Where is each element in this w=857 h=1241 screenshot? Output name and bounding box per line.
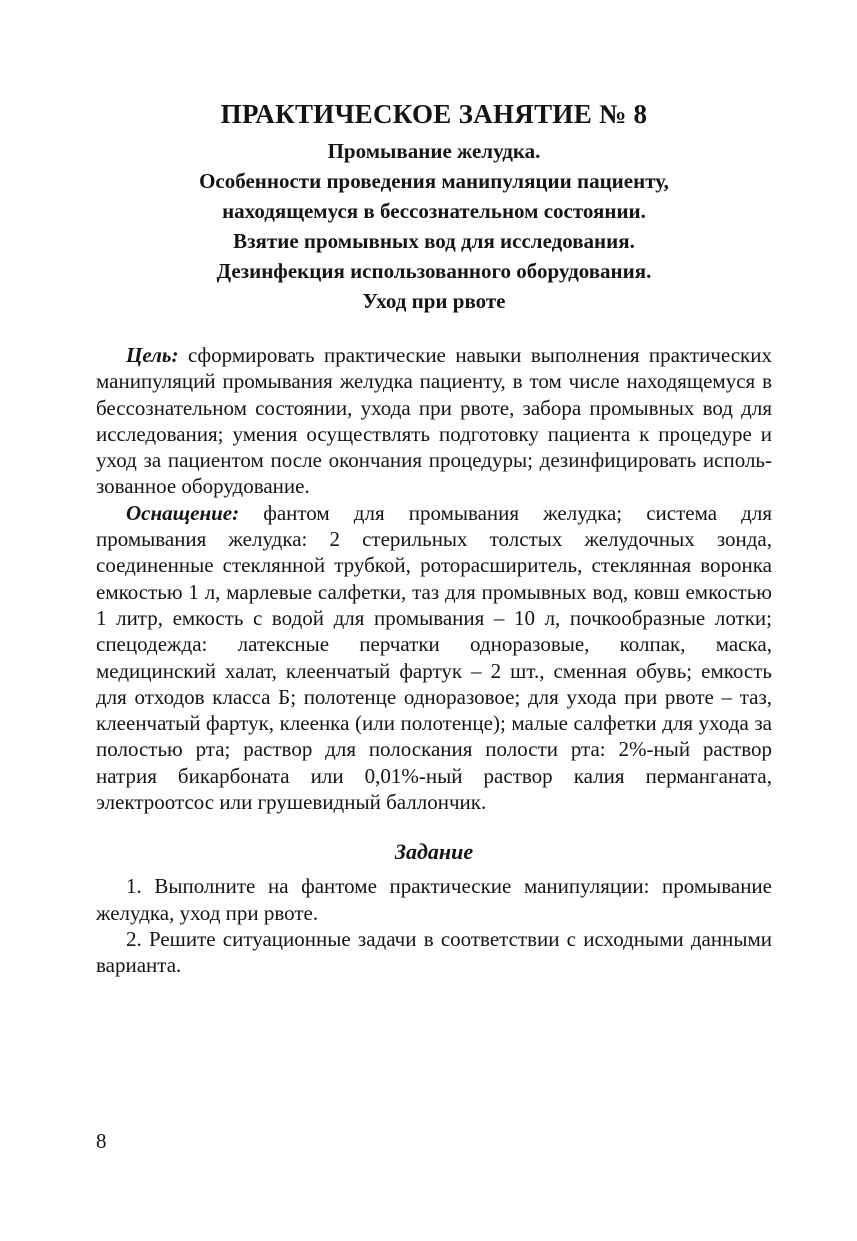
page-number: 8 (96, 1129, 107, 1153)
equipment-paragraph (96, 500, 772, 816)
subtitle-line: Дезинфекция использованного оборудования. (216, 259, 652, 283)
topic-subtitle (96, 136, 772, 316)
task-item: 1. Выполните на фантоме практические манипуляции: промывание желудка, уход при рвоте. (96, 874, 772, 925)
goal-text: сформировать практические навыки выполнения практических манипуляций промывания желудка пациенту, в том числе находящемуся в бессознательном состоянии, ухода при рвоте, забора промывных вод для исследования; умения осуществлять подготовку пациента к процедуре и уход за пациентом после окончания процедуры; дезинфицировать использованное оборудование. (96, 343, 772, 499)
goal-label: Цель: (126, 343, 179, 367)
page-content (96, 96, 772, 979)
equipment-label: Оснащение: (126, 500, 240, 525)
task-heading: Задание (394, 839, 474, 865)
subtitle-line: Промывание желудка. (327, 139, 541, 163)
subtitle-line: Особенности проведения манипуляции пациенту, (199, 169, 669, 193)
goal-paragraph (96, 342, 772, 500)
page-title: ПРАКТИЧЕСКОЕ ЗАНЯТИЕ № 8 (220, 99, 648, 129)
subtitle-line: Взятие промывных вод для исследования. (233, 229, 635, 253)
subtitle-line: находящемуся в бессознательном состоянии. (222, 199, 646, 223)
equipment-text: фантом для промывания желудка; система для промывания желудка: 2 стерильных толстых желудочных зонда, соединенные стеклянной трубкой, роторасширитель, стеклянная воронка емкостью 1 л, марлевые салфетки, таз для промывных вод, ковш емкостью 1 литр, емкость с водой для промывания – 10 л, почкообразные лотки; спецодежда: латексные перчатки одноразовые, колпак, маска, медицинский халат, клеенчатый фартук – 2 шт., сменная обувь; емкость для отходов класса Б; полотенце одноразовое; для ухода при рвоте – таз, клеенчатый фартук, клеенка (или полотенце); малые салфетки для ухода за полостью рта; раствор для полоскания полости рта: 2%-ный раствор натрия бикарбоната или 0,01%-ный раствор калия перманганата, электроотсос или грушевидный баллончик. (96, 500, 772, 815)
subtitle-line: Уход при рвоте (362, 289, 506, 313)
task-item: 2. Решите ситуационные задачи в соответствии с исходными данными варианта. (96, 926, 772, 978)
